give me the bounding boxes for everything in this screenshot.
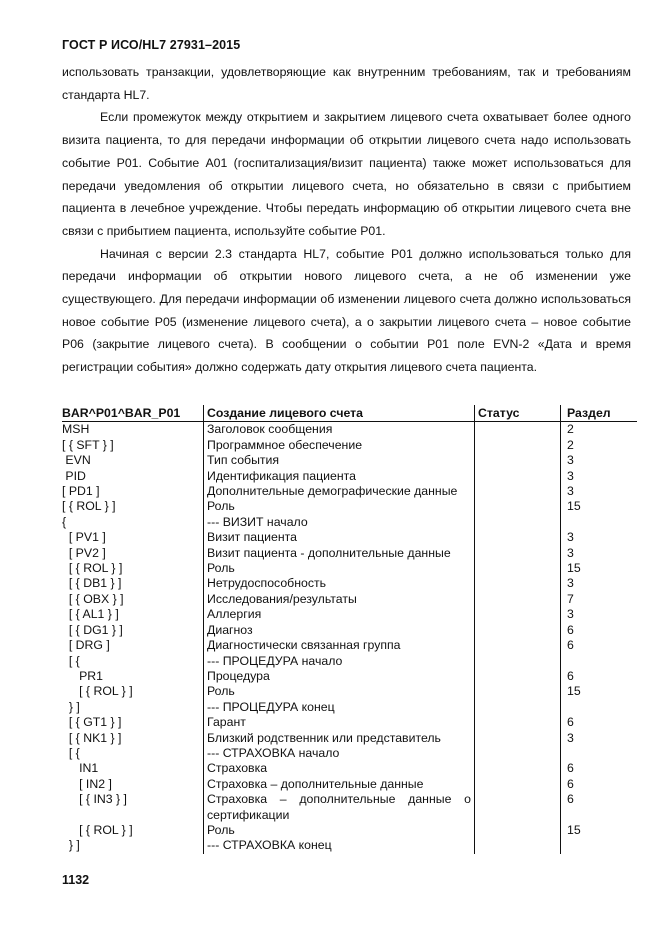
status-cell bbox=[475, 422, 561, 438]
table-row bbox=[62, 623, 637, 638]
status-cell bbox=[475, 469, 561, 484]
segment-cell: { bbox=[62, 514, 67, 529]
table-row bbox=[62, 422, 637, 438]
table-row bbox=[62, 546, 637, 561]
status-cell bbox=[475, 576, 561, 591]
table-row bbox=[62, 838, 637, 853]
segment-cell: [ { AL1 } ] bbox=[62, 607, 119, 622]
paragraph-continuation: использовать транзакции, удовлетворяющие как внутренним требованиям, так и требованиям стандарта HL7. bbox=[62, 65, 631, 102]
status-cell bbox=[475, 654, 561, 669]
description-cell: --- СТРАХОВКА конец bbox=[204, 838, 475, 853]
segment-cell: [ { SFT } ] bbox=[62, 437, 114, 452]
page-number: 1132 bbox=[62, 873, 90, 887]
description-cell: Страховка – дополнительные данные bbox=[204, 777, 475, 792]
status-cell bbox=[475, 499, 561, 514]
status-cell bbox=[475, 746, 561, 761]
status-cell bbox=[475, 438, 561, 453]
section-cell: 3 bbox=[561, 607, 638, 622]
section-cell: 15 bbox=[561, 561, 638, 576]
description-cell: Визит пациента bbox=[204, 530, 475, 545]
status-cell bbox=[475, 453, 561, 468]
description-cell: Страховка – дополнительные данные о сертификации bbox=[204, 792, 475, 823]
column-header-section: Раздел bbox=[561, 405, 638, 422]
description-cell: Визит пациента - дополнительные данные bbox=[204, 546, 475, 561]
description-cell: Страховка bbox=[204, 761, 475, 776]
section-cell bbox=[561, 654, 638, 669]
section-cell: 3 bbox=[561, 530, 638, 545]
segment-cell: [ { GT1 } ] bbox=[62, 715, 122, 730]
status-cell bbox=[475, 700, 561, 715]
segment-cell: [ IN2 ] bbox=[62, 776, 112, 791]
table-row bbox=[62, 561, 637, 576]
segment-cell: [ { OBX } ] bbox=[62, 591, 124, 606]
table-row bbox=[62, 669, 637, 684]
segment-cell: PR1 bbox=[62, 668, 104, 683]
table-row bbox=[62, 638, 637, 653]
paragraph: Если промежуток между открытием и закрытием лицевого счета охватывает более одного визита пациента, то для передачи информации об открытии лицевого счета надо использовать событие P01. Событие A01 (госпитализация/визит пациента) также может использоваться для передачи уведомления об открытии лицевого счета, но обязательно в связи с прибытием пациента в лечебное учреждение. Чтобы передать информацию об открытии лицевого счета вне связи с прибытием пациента, используйте событие P01. bbox=[62, 110, 631, 238]
status-cell bbox=[475, 561, 561, 576]
table-row bbox=[62, 731, 637, 746]
table-row bbox=[62, 746, 637, 761]
description-cell: Процедура bbox=[204, 669, 475, 684]
section-cell: 6 bbox=[561, 792, 638, 823]
segment-cell: } ] bbox=[62, 699, 80, 714]
table-row bbox=[62, 592, 637, 607]
section-cell: 3 bbox=[561, 469, 638, 484]
section-cell: 6 bbox=[561, 638, 638, 653]
segment-cell: } ] bbox=[62, 838, 80, 853]
segment-cell: PID bbox=[62, 468, 86, 483]
section-cell bbox=[561, 746, 638, 761]
section-cell: 3 bbox=[561, 546, 638, 561]
segment-cell: [ PD1 ] bbox=[62, 484, 100, 499]
section-cell: 15 bbox=[561, 684, 638, 699]
table-row bbox=[62, 777, 637, 792]
segment-cell: [ { ROL } ] bbox=[62, 822, 133, 837]
description-cell: Роль bbox=[204, 561, 475, 576]
table-row bbox=[62, 438, 637, 453]
section-cell: 15 bbox=[561, 823, 638, 838]
status-cell bbox=[475, 731, 561, 746]
table-row bbox=[62, 530, 637, 545]
description-cell: --- СТРАХОВКА начало bbox=[204, 746, 475, 761]
segment-cell: [ { IN3 } ] bbox=[62, 792, 127, 807]
column-header-status: Статус bbox=[475, 405, 561, 422]
segment-cell: [ { ROL } ] bbox=[62, 684, 133, 699]
segment-cell: [ { DG1 } ] bbox=[62, 622, 123, 637]
segment-cell: [ { DB1 } ] bbox=[62, 576, 122, 591]
column-header-message: BAR^P01^BAR_P01 bbox=[62, 405, 204, 422]
section-cell: 3 bbox=[561, 731, 638, 746]
segment-cell: IN1 bbox=[62, 761, 99, 776]
status-cell bbox=[475, 715, 561, 730]
section-cell: 6 bbox=[561, 715, 638, 730]
status-cell bbox=[475, 838, 561, 853]
status-cell bbox=[475, 792, 561, 823]
section-cell: 6 bbox=[561, 669, 638, 684]
section-cell bbox=[561, 515, 638, 530]
description-cell: Идентификация пациента bbox=[204, 469, 475, 484]
section-cell: 6 bbox=[561, 777, 638, 792]
table-row bbox=[62, 576, 637, 591]
section-cell: 3 bbox=[561, 453, 638, 468]
description-cell: Роль bbox=[204, 823, 475, 838]
segment-cell: EVN bbox=[62, 453, 91, 468]
description-cell: Программное обеспечение bbox=[204, 438, 475, 453]
description-cell: --- ПРОЦЕДУРА начало bbox=[204, 654, 475, 669]
description-cell: --- ВИЗИТ начало bbox=[204, 515, 475, 530]
status-cell bbox=[475, 823, 561, 838]
section-cell: 6 bbox=[561, 761, 638, 776]
table-row bbox=[62, 484, 637, 499]
description-cell: --- ПРОЦЕДУРА конец bbox=[204, 700, 475, 715]
section-cell: 3 bbox=[561, 484, 638, 499]
section-cell: 2 bbox=[561, 422, 638, 438]
table-row bbox=[62, 684, 637, 699]
table-row bbox=[62, 499, 637, 514]
table-header-row bbox=[62, 405, 637, 422]
status-cell bbox=[475, 607, 561, 622]
table-row bbox=[62, 823, 637, 838]
description-cell: Заголовок сообщения bbox=[204, 422, 475, 438]
table-row bbox=[62, 469, 637, 484]
description-cell: Роль bbox=[204, 684, 475, 699]
segment-cell: [ PV2 ] bbox=[62, 545, 106, 560]
segment-cell: [ { bbox=[62, 653, 80, 668]
section-cell: 6 bbox=[561, 623, 638, 638]
segment-cell: [ { ROL } ] bbox=[62, 499, 116, 514]
status-cell bbox=[475, 592, 561, 607]
segment-cell: [ PV1 ] bbox=[62, 530, 106, 545]
description-cell: Исследования/результаты bbox=[204, 592, 475, 607]
description-cell: Нетрудоспособность bbox=[204, 576, 475, 591]
section-cell: 7 bbox=[561, 592, 638, 607]
status-cell bbox=[475, 484, 561, 499]
table-row bbox=[62, 515, 637, 530]
table-row bbox=[62, 607, 637, 622]
segment-cell: [ { NK1 } ] bbox=[62, 730, 122, 745]
table-row bbox=[62, 761, 637, 776]
body-text bbox=[62, 61, 631, 379]
message-structure-table bbox=[62, 405, 637, 854]
status-cell bbox=[475, 623, 561, 638]
description-cell: Близкий родственник или представитель bbox=[204, 731, 475, 746]
description-cell: Гарант bbox=[204, 715, 475, 730]
status-cell bbox=[475, 761, 561, 776]
status-cell bbox=[475, 684, 561, 699]
column-header-description: Создание лицевого счета bbox=[204, 405, 475, 422]
section-cell: 2 bbox=[561, 438, 638, 453]
status-cell bbox=[475, 530, 561, 545]
description-cell: Аллергия bbox=[204, 607, 475, 622]
table-row bbox=[62, 700, 637, 715]
segment-cell: [ { bbox=[62, 745, 80, 760]
document-header: ГОСТ Р ИСО/HL7 27931–2015 bbox=[62, 38, 241, 52]
section-cell: 15 bbox=[561, 499, 638, 514]
section-cell bbox=[561, 838, 638, 853]
table-row bbox=[62, 792, 637, 823]
status-cell bbox=[475, 669, 561, 684]
table-row bbox=[62, 715, 637, 730]
segment-cell: MSH bbox=[62, 422, 90, 437]
description-cell: Дополнительные демографические данные bbox=[204, 484, 475, 499]
section-cell bbox=[561, 700, 638, 715]
status-cell bbox=[475, 777, 561, 792]
paragraph: Начиная с версии 2.3 стандарта HL7, событие P01 должно использоваться только для передачи информации об открытии нового лицевого счета, а не об изменении уже существующего. Для передачи информации об изменении лицевого счета должно использоваться новое событие P05 (изменение лицевого счета), а о закрытии лицевого счета – новое событие P06 (закрытие лицевого счета). В сообщении о событии P01 поле EVN-2 «Дата и время регистрации события» должно содержать дату открытия лицевого счета пациента. bbox=[62, 246, 631, 375]
table-row bbox=[62, 654, 637, 669]
status-cell bbox=[475, 546, 561, 561]
table-row bbox=[62, 453, 637, 468]
description-cell: Тип события bbox=[204, 453, 475, 468]
description-cell: Диагноз bbox=[204, 623, 475, 638]
segment-cell: [ { ROL } ] bbox=[62, 561, 123, 576]
description-cell: Роль bbox=[204, 499, 475, 514]
section-cell: 3 bbox=[561, 576, 638, 591]
status-cell bbox=[475, 515, 561, 530]
status-cell bbox=[475, 638, 561, 653]
description-cell: Диагностически связанная группа bbox=[204, 638, 475, 653]
segment-cell: [ DRG ] bbox=[62, 638, 110, 653]
